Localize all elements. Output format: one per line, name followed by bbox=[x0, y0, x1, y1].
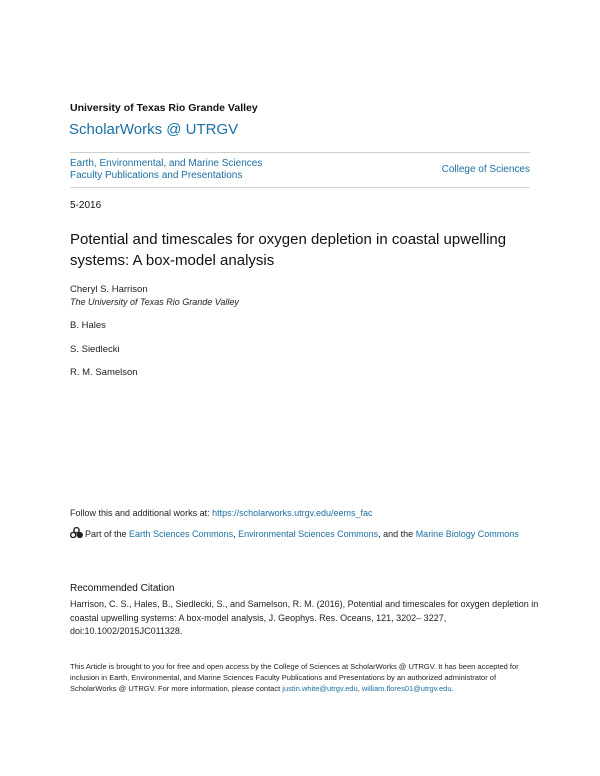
author-affiliation: The University of Texas Rio Grande Valley bbox=[70, 297, 239, 307]
author-name: Cheryl S. Harrison bbox=[70, 284, 148, 295]
collection-url-link[interactable]: https://scholarworks.utrgv.edu/eems_fac bbox=[212, 508, 373, 518]
contact-email-link[interactable]: justin.white@utrgv.edu bbox=[282, 684, 358, 693]
notice-separator: , bbox=[357, 684, 362, 693]
notice-end: . bbox=[451, 684, 454, 693]
part-of-prefix: Part of the bbox=[85, 529, 130, 539]
contact-email-link[interactable]: william.flores01@utrgv.edu bbox=[361, 684, 452, 693]
follow-prefix: Follow this and additional works at: bbox=[70, 508, 213, 518]
follow-line bbox=[70, 508, 372, 518]
access-notice bbox=[70, 661, 540, 694]
university-name: University of Texas Rio Grande Valley bbox=[70, 102, 258, 114]
series-line-2: Faculty Publications and Presentations bbox=[70, 170, 243, 181]
part-of-line bbox=[70, 526, 530, 543]
recommended-citation-text: Harrison, C. S., Hales, B., Siedlecki, S., and Samelson, R. M. (2016), Potential and timescales for oxygen depletion in coastal upwelling systems: A box-model analysis, J. Geophys. Res. Oceans, 121, 3202– 3227, doi:10.1002/2015JC011328. bbox=[70, 599, 539, 636]
college-link[interactable]: College of Sciences bbox=[441, 164, 530, 175]
series-link[interactable] bbox=[70, 158, 330, 182]
part-of-separator: , and the bbox=[378, 529, 416, 539]
repository-link[interactable]: ScholarWorks @ UTRGV bbox=[69, 121, 239, 138]
marine-biology-commons-link[interactable]: Marine Biology Commons bbox=[415, 529, 519, 539]
publication-date: 5-2016 bbox=[70, 200, 102, 211]
divider bbox=[70, 187, 530, 188]
author-name: S. Siedlecki bbox=[70, 344, 120, 355]
author-name: R. M. Samelson bbox=[70, 367, 138, 378]
open-access-network-icon bbox=[70, 527, 83, 538]
author-name: B. Hales bbox=[70, 320, 106, 331]
earth-sciences-commons-link[interactable]: Earth Sciences Commons bbox=[129, 529, 234, 539]
part-of-separator: , bbox=[233, 529, 239, 539]
divider bbox=[70, 152, 530, 153]
article-title: Potential and timescales for oxygen depletion in coastal upwelling systems: A box-model analysis bbox=[70, 231, 507, 269]
notice-text: This Article is brought to you for free and open access by the College of Sciences at ScholarWorks @ UTRGV. It has been accepted for inclusion in Earth, Environmental, and Marine Sciences Faculty Publications and Presentations by an authorized administrator of ScholarWorks @ UTRGV. For more information, please contact bbox=[70, 662, 519, 693]
recommended-citation-heading: Recommended Citation bbox=[70, 583, 175, 594]
series-line-1: Earth, Environmental, and Marine Sciences bbox=[70, 158, 263, 169]
environmental-sciences-commons-link[interactable]: Environmental Sciences Commons bbox=[238, 529, 379, 539]
